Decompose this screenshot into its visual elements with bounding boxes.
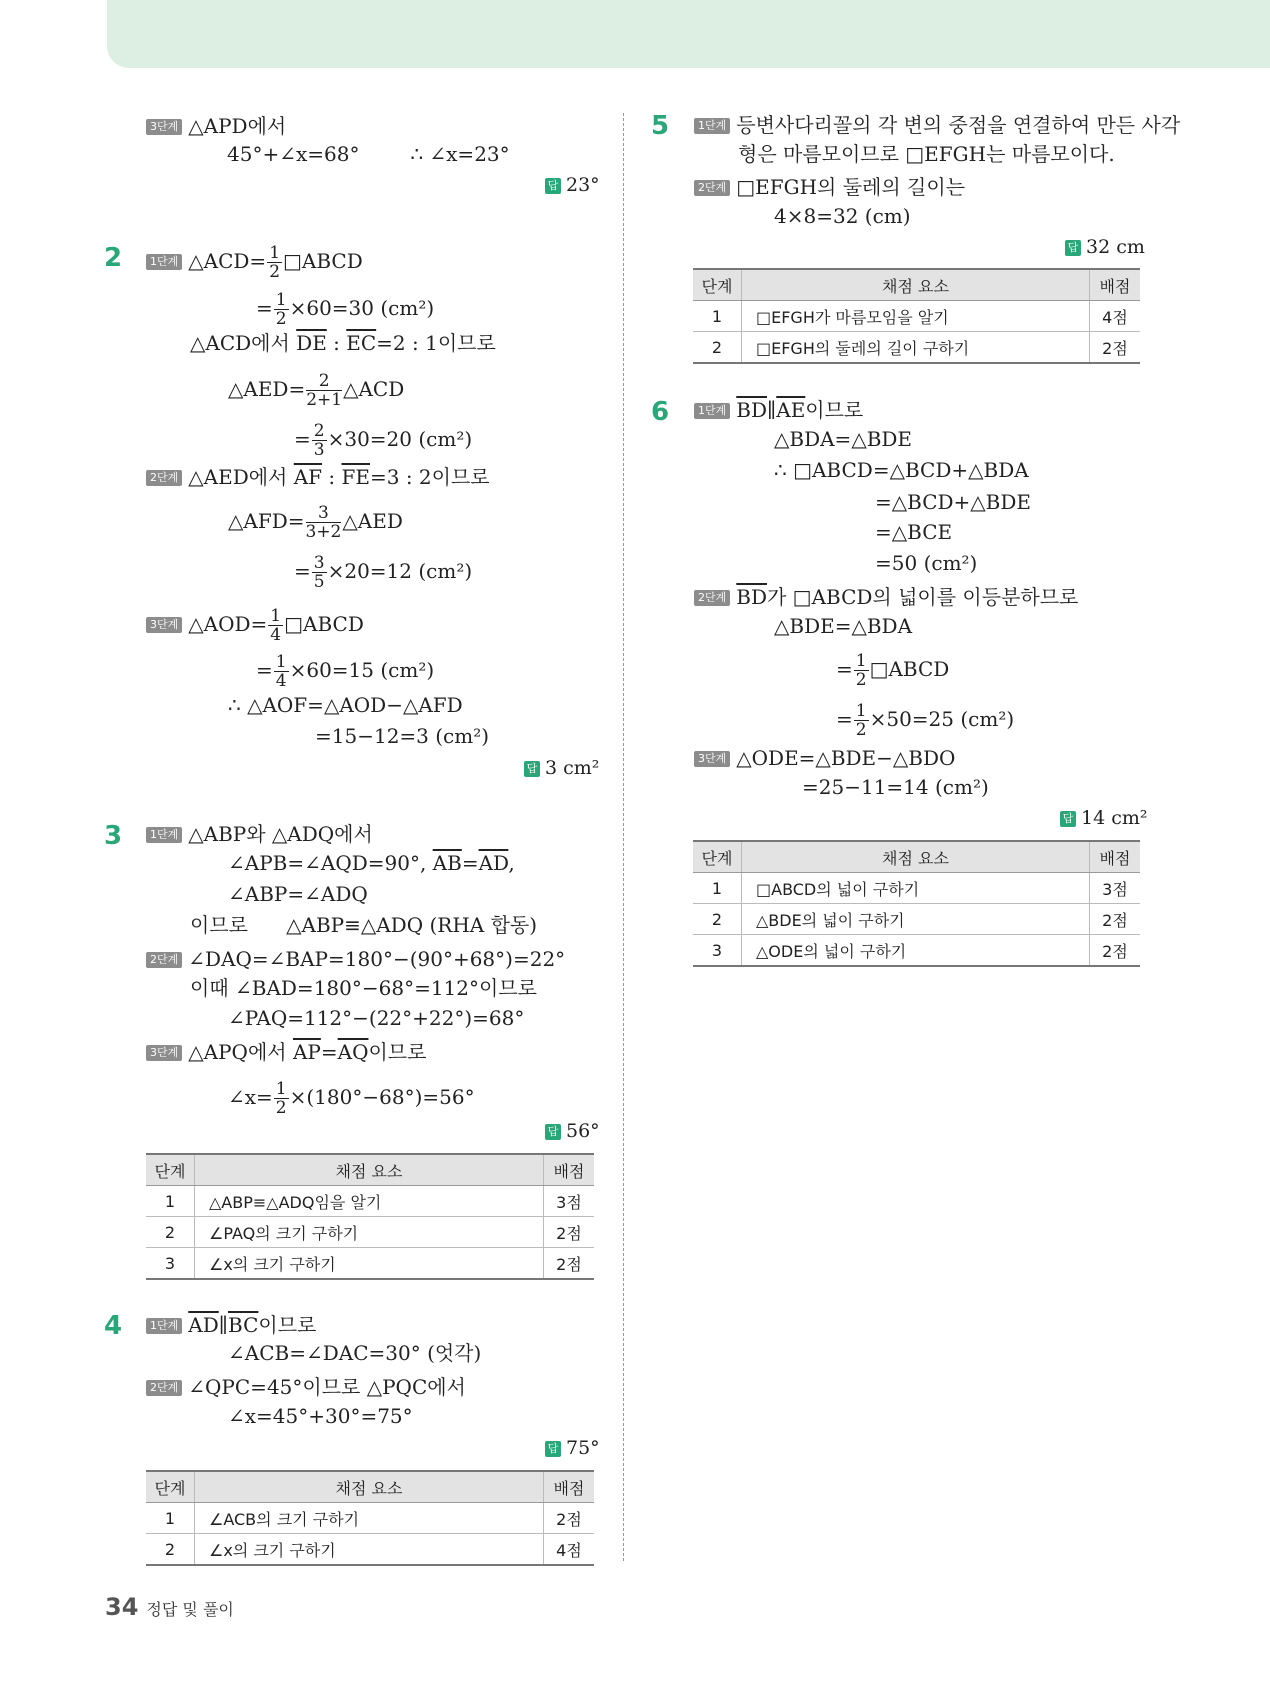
q2-line: = $\frac{1}{2}$ ×60=30 (cm²) [256,290,435,329]
page-number: 34 [105,1593,139,1621]
q3-line: 이므로 △ABP≡△ADQ (RHA 합동) [190,913,538,937]
q6-scoring-table [693,840,1140,967]
q5-answer: 답 32 cm [1065,235,1145,259]
table-row: 1 △ABP≡△ADQ임을 알기 3점 [146,1186,594,1217]
q4-line: ∠ACB=∠DAC=30° (엇각) [228,1341,482,1365]
q4-scoring-table [146,1470,594,1566]
q3-step2: 2단계 ∠DAQ=∠BAP=180°−(90°+68°)=22° [146,947,565,971]
q2-answer: 답 3 cm² [524,756,599,780]
question-number: 2 [104,243,123,273]
q3-answer: 답 56° [545,1119,600,1143]
q3-line: ∠PAQ=112°−(22°+22°)=68° [228,1006,525,1030]
table-header-row: 단계 채점 요소 배점 [146,1154,594,1186]
q2-line: △AED= $\frac{2}{2+1}$ △ACD [228,371,405,410]
q6-step3: 3단계 △ODE=△BDE−△BDO [694,746,955,770]
table-row: 1 □EFGH가 마름모임을 알기 4점 [693,301,1140,332]
q2-line: ∴ △AOF=△AOD−△AFD [228,693,463,717]
table-row: 1 ∠ACB의 크기 구하기 2점 [146,1503,594,1534]
q6-step1: 1단계 $\overline{BD}\parallel\overline{AE}$이므로 [694,398,863,422]
q6-step2: 2단계 $\overline{BD}$가 □ABCD의 넓이를 이등분하므로 [694,585,1078,609]
q1-answer: 답 23° [545,173,600,197]
question-number: 4 [104,1311,123,1341]
table-row: 1 □ABCD의 넓이 구하기 3점 [693,873,1140,904]
q5-line: 4×8=32 (cm) [774,204,911,228]
column-divider [623,113,624,1561]
section-title: 정답 및 풀이 [146,1600,234,1619]
q6-line: =25−11=14 (cm²) [802,775,989,799]
page-footer [105,1593,234,1621]
q1-step3: 3단계 △APD에서 [146,114,286,138]
q5-step2: 2단계 □EFGH의 둘레의 길이는 [694,175,965,199]
q5-step1: 1단계 등변사다리꼴의 각 변의 중점을 연결하여 만든 사각 [694,113,1180,137]
q6-line: = $\frac{1}{2}$ □ABCD [836,651,950,690]
q5-line: 형은 마름모이므로 □EFGH는 마름모이다. [738,142,1115,166]
q4-step1: 1단계 $\overline{AD}\parallel\overline{BC}$이므로 [146,1313,316,1337]
q6-line: =50 (cm²) [875,551,978,575]
q4-step2: 2단계 ∠QPC=45°이므로 △PQC에서 [146,1375,466,1399]
table-row: 2 △BDE의 넓이 구하기 2점 [693,904,1140,935]
q2-step3: 3단계 △AOD= $\frac{1}{4}$ □ABCD [146,607,364,644]
q6-line: = $\frac{1}{2}$ ×50=25 (cm²) [836,701,1015,740]
table-header-row: 단계 채점 요소 배점 [693,841,1140,873]
q2-line: = $\frac{2}{3}$ ×30=20 (cm²) [294,421,473,460]
question-number: 5 [651,111,670,141]
header-band [107,0,1270,68]
table-header-row: 단계 채점 요소 배점 [693,269,1140,301]
table-row: 2 □EFGH의 둘레의 길이 구하기 2점 [693,332,1140,364]
table-row: 2 ∠PAQ의 크기 구하기 2점 [146,1217,594,1248]
q6-line: =△BCD+△BDE [875,490,1032,514]
q2-step1: 1단계 △ACD= $\frac{1}{2}$ □ABCD [146,244,363,281]
table-row: 3 ∠x의 크기 구하기 2점 [146,1248,594,1280]
table-row: 2 ∠x의 크기 구하기 4점 [146,1534,594,1566]
q3-step1: 1단계 △ABP와 △ADQ에서 [146,822,373,846]
q3-line: 이때 ∠BAD=180°−68°=112°이므로 [190,976,537,1000]
q3-step3: 3단계 △APQ에서 $\overline{AP}=\overline{AQ}$이므로 [146,1040,426,1064]
q2-line: = $\frac{1}{4}$ ×60=15 (cm²) [256,652,435,691]
question-number: 3 [104,821,123,851]
q3-line: ∠APB=∠AQD=90°, $\overline{AB}=\overline{AD}$, [228,851,515,875]
q5-scoring-table [693,268,1140,364]
q4-answer: 답 75° [545,1436,600,1460]
q2-step2: 2단계 △AED에서 $\overline{AF}$ : $\overline{FE}=3$ : 2이므로 [146,465,490,489]
q6-line: =△BCE [875,520,953,544]
q3-scoring-table [146,1153,594,1280]
q6-line: ∴ □ABCD=△BCD+△BDA [774,458,1029,482]
q6-line: △BDA=△BDE [774,427,913,451]
q3-line: ∠x= $\frac{1}{2}$ ×(180°−68°)=56° [228,1079,475,1118]
q3-line: ∠ABP=∠ADQ [228,882,368,906]
q2-line: △AFD= $\frac{3}{3+2}$ △AED [228,503,403,542]
table-row: 3 △ODE의 넓이 구하기 2점 [693,935,1140,967]
q2-line: =15−12=3 (cm²) [315,724,490,748]
q6-line: △BDE=△BDA [774,614,913,638]
q2-line: △ACD에서 $\overline{DE}$ : $\overline{EC}=2$ : 1이므로 [190,331,496,355]
q2-line: = $\frac{3}{5}$ ×20=12 (cm²) [294,553,473,592]
q1-line: 45°+∠x=68° ∴ ∠x=23° [227,142,510,166]
q6-answer: 답 14 cm² [1060,806,1148,830]
q4-line: ∠x=45°+30°=75° [228,1404,413,1428]
question-number: 6 [651,397,670,427]
table-header-row: 단계 채점 요소 배점 [146,1471,594,1503]
